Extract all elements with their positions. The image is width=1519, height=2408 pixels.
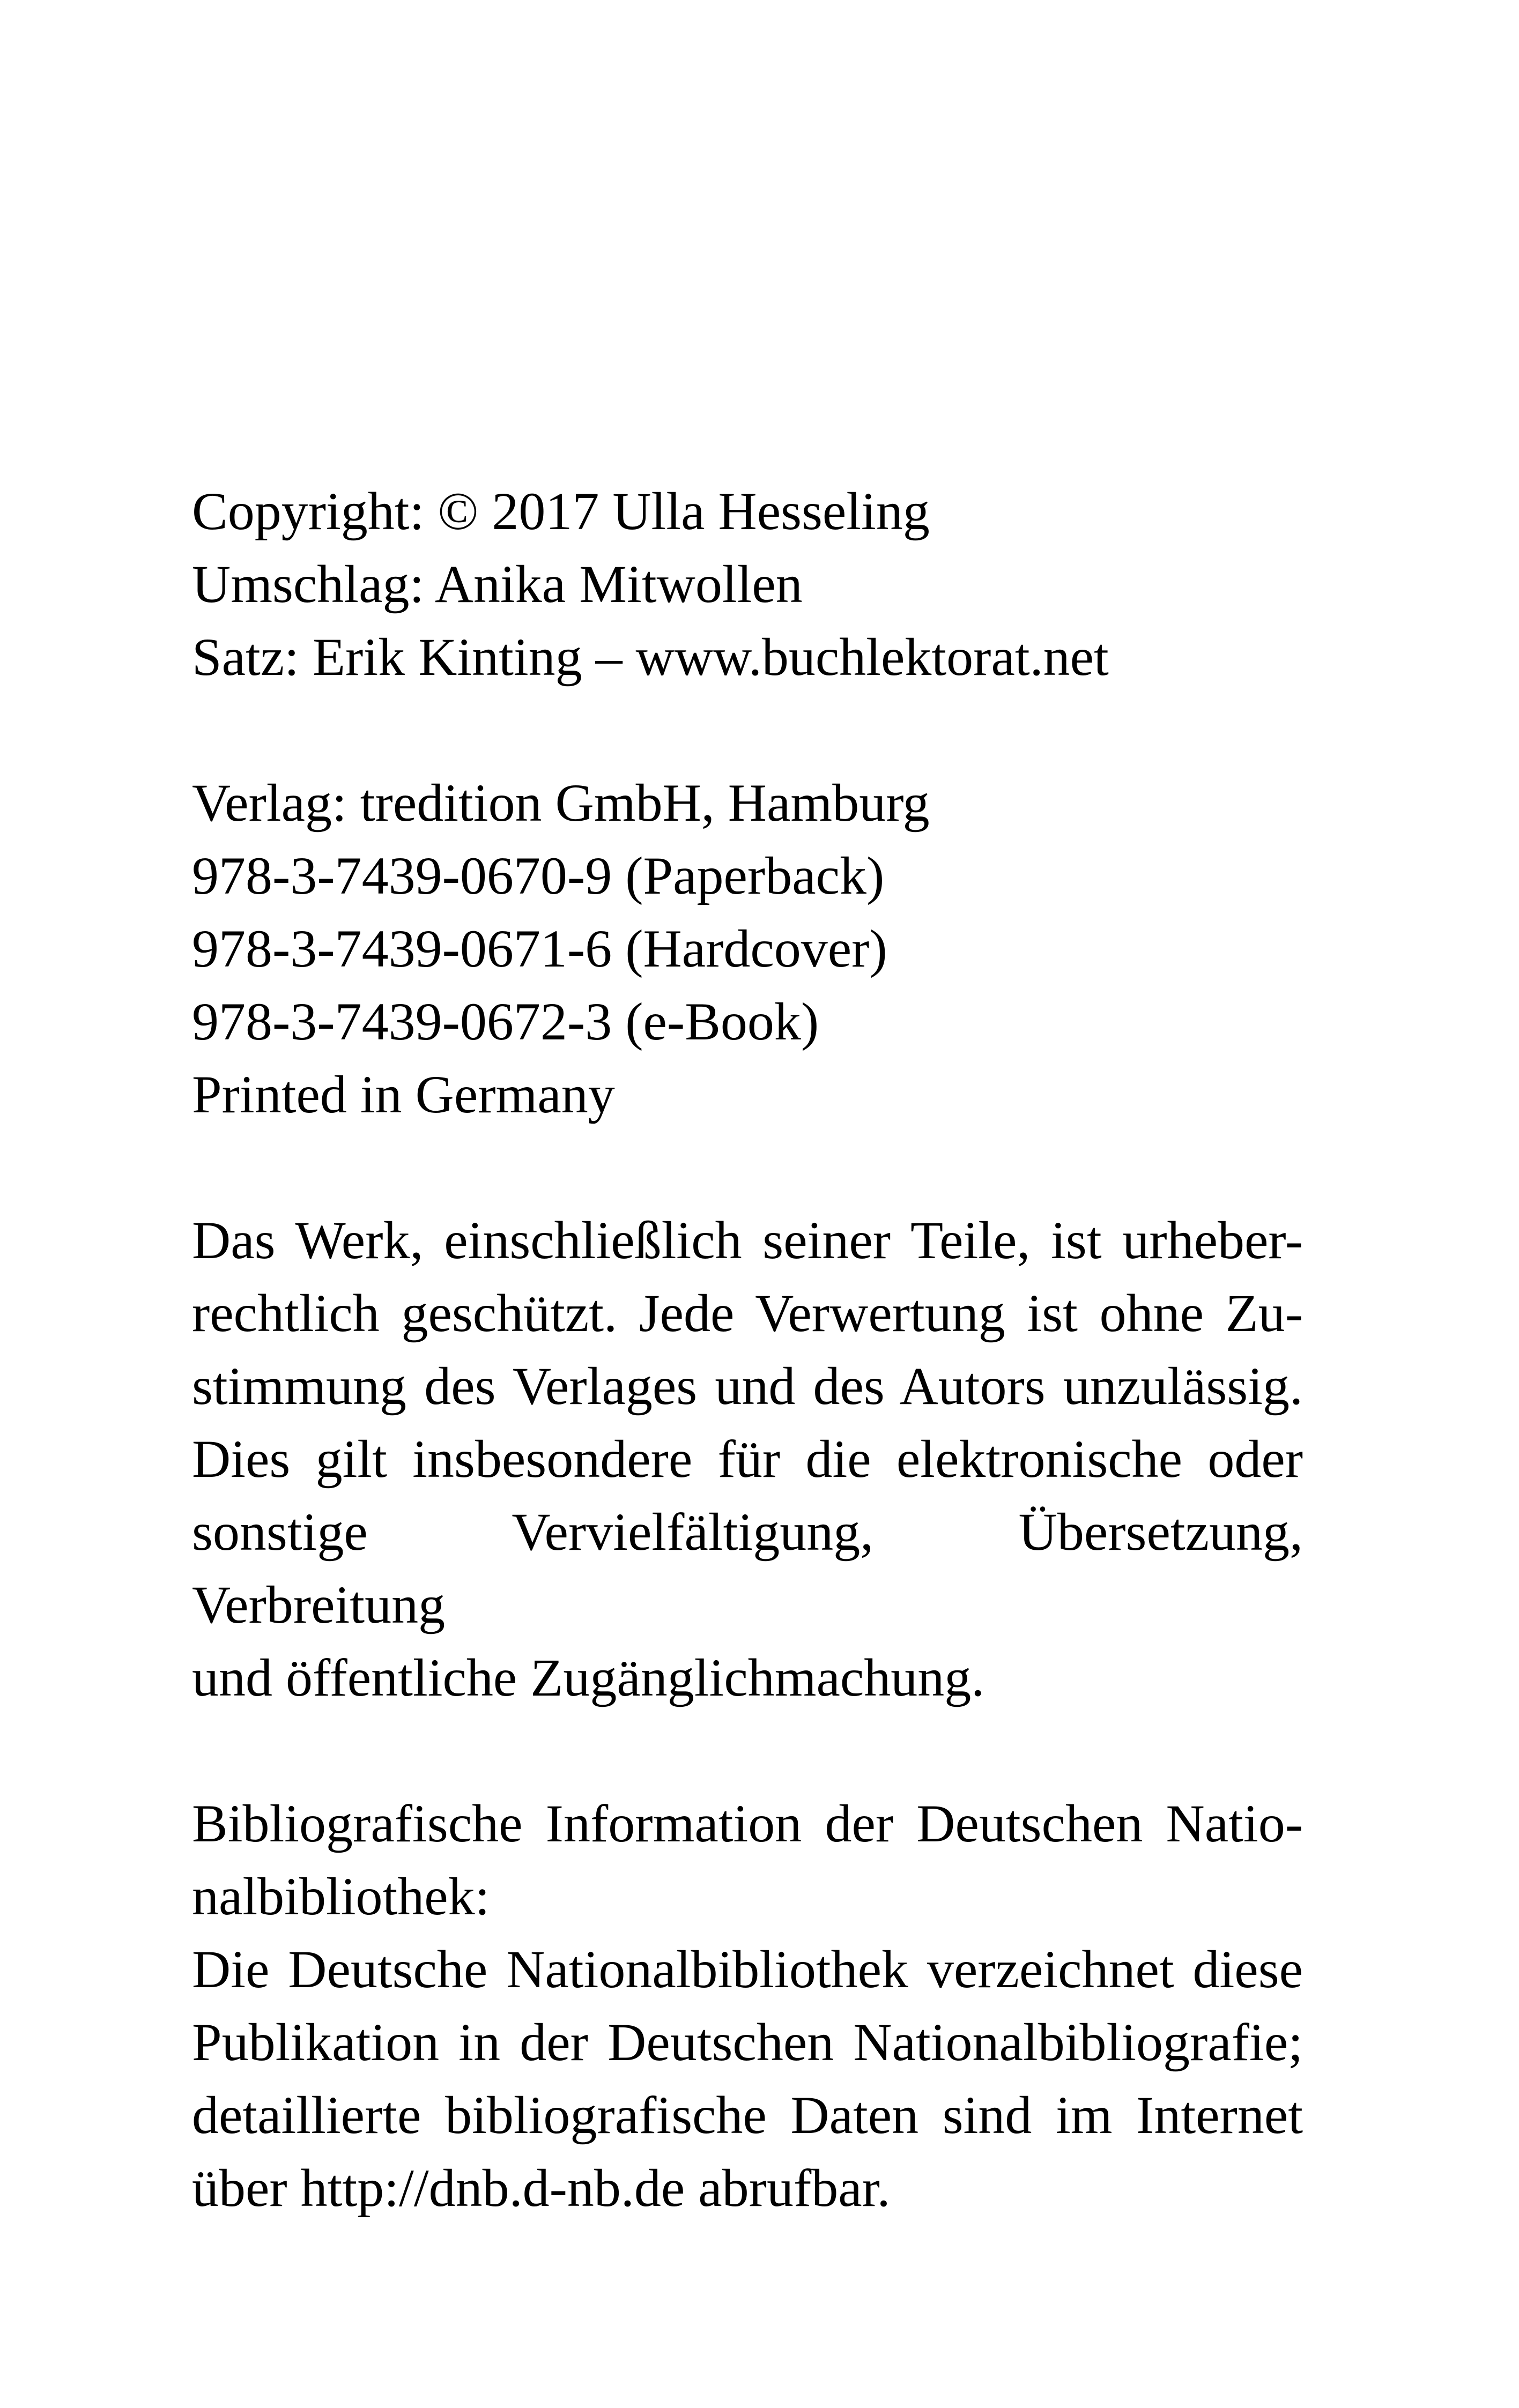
copyright-notice-line-5: sonstige Vervielfältigung, Übersetzung, Verbreitung [192,1502,1303,1634]
copyright-notice-line-1: Das Werk, einschließlich seiner Teile, ist urheber- [192,1210,1303,1270]
credits-paragraph [192,475,1303,694]
dnb-info-line-2: nalbibliothek: [192,1867,490,1926]
dnb-info-line-1: Bibliografische Information der Deutschen Natio- [192,1794,1303,1853]
copyright-notice-line-6: und öffentliche Zugänglichmachung. [192,1648,985,1707]
dnb-info-line-3: Die Deutsche Nationalbibliothek verzeichnet diese [192,1939,1303,1999]
copyright-notice-line-4: Dies gilt insbesondere für die elektronische oder [192,1429,1303,1489]
isbn-paperback-line: 978-3-7439-0670-9 (Paperback) [192,846,885,905]
printed-in-germany-line: Printed in Germany [192,1065,615,1124]
publisher-line: Verlag: tredition GmbH, Hamburg [192,773,930,833]
typesetting-line: Satz: Erik Kinting – www.buchlektorat.net [192,627,1109,687]
dnb-info-line-4: Publikation in der Deutschen Nationalbibliografie; [192,2012,1303,2072]
dnb-info-line-6: über http://dnb.d-nb.de abrufbar. [192,2158,891,2218]
copyright-holder-line: Copyright: © 2017 Ulla Hesseling [192,481,930,541]
publisher-isbn-paragraph [192,767,1303,1131]
copyright-notice-line-3: stimmung des Verlages und des Autors unzulässig. [192,1356,1303,1416]
imprint-text-block [192,475,1303,2225]
dnb-info-line-5: detaillierte bibliografische Daten sind im Internet [192,2085,1303,2145]
isbn-hardcover-line: 978-3-7439-0671-6 (Hardcover) [192,919,887,978]
dnb-info-paragraph [192,1787,1303,2225]
isbn-ebook-line: 978-3-7439-0672-3 (e-Book) [192,992,819,1051]
copyright-notice-paragraph [192,1204,1303,1714]
copyright-notice-line-2: rechtlich geschützt. Jede Verwertung ist ohne Zu- [192,1283,1303,1343]
cover-designer-line: Umschlag: Anika Mitwollen [192,554,803,614]
